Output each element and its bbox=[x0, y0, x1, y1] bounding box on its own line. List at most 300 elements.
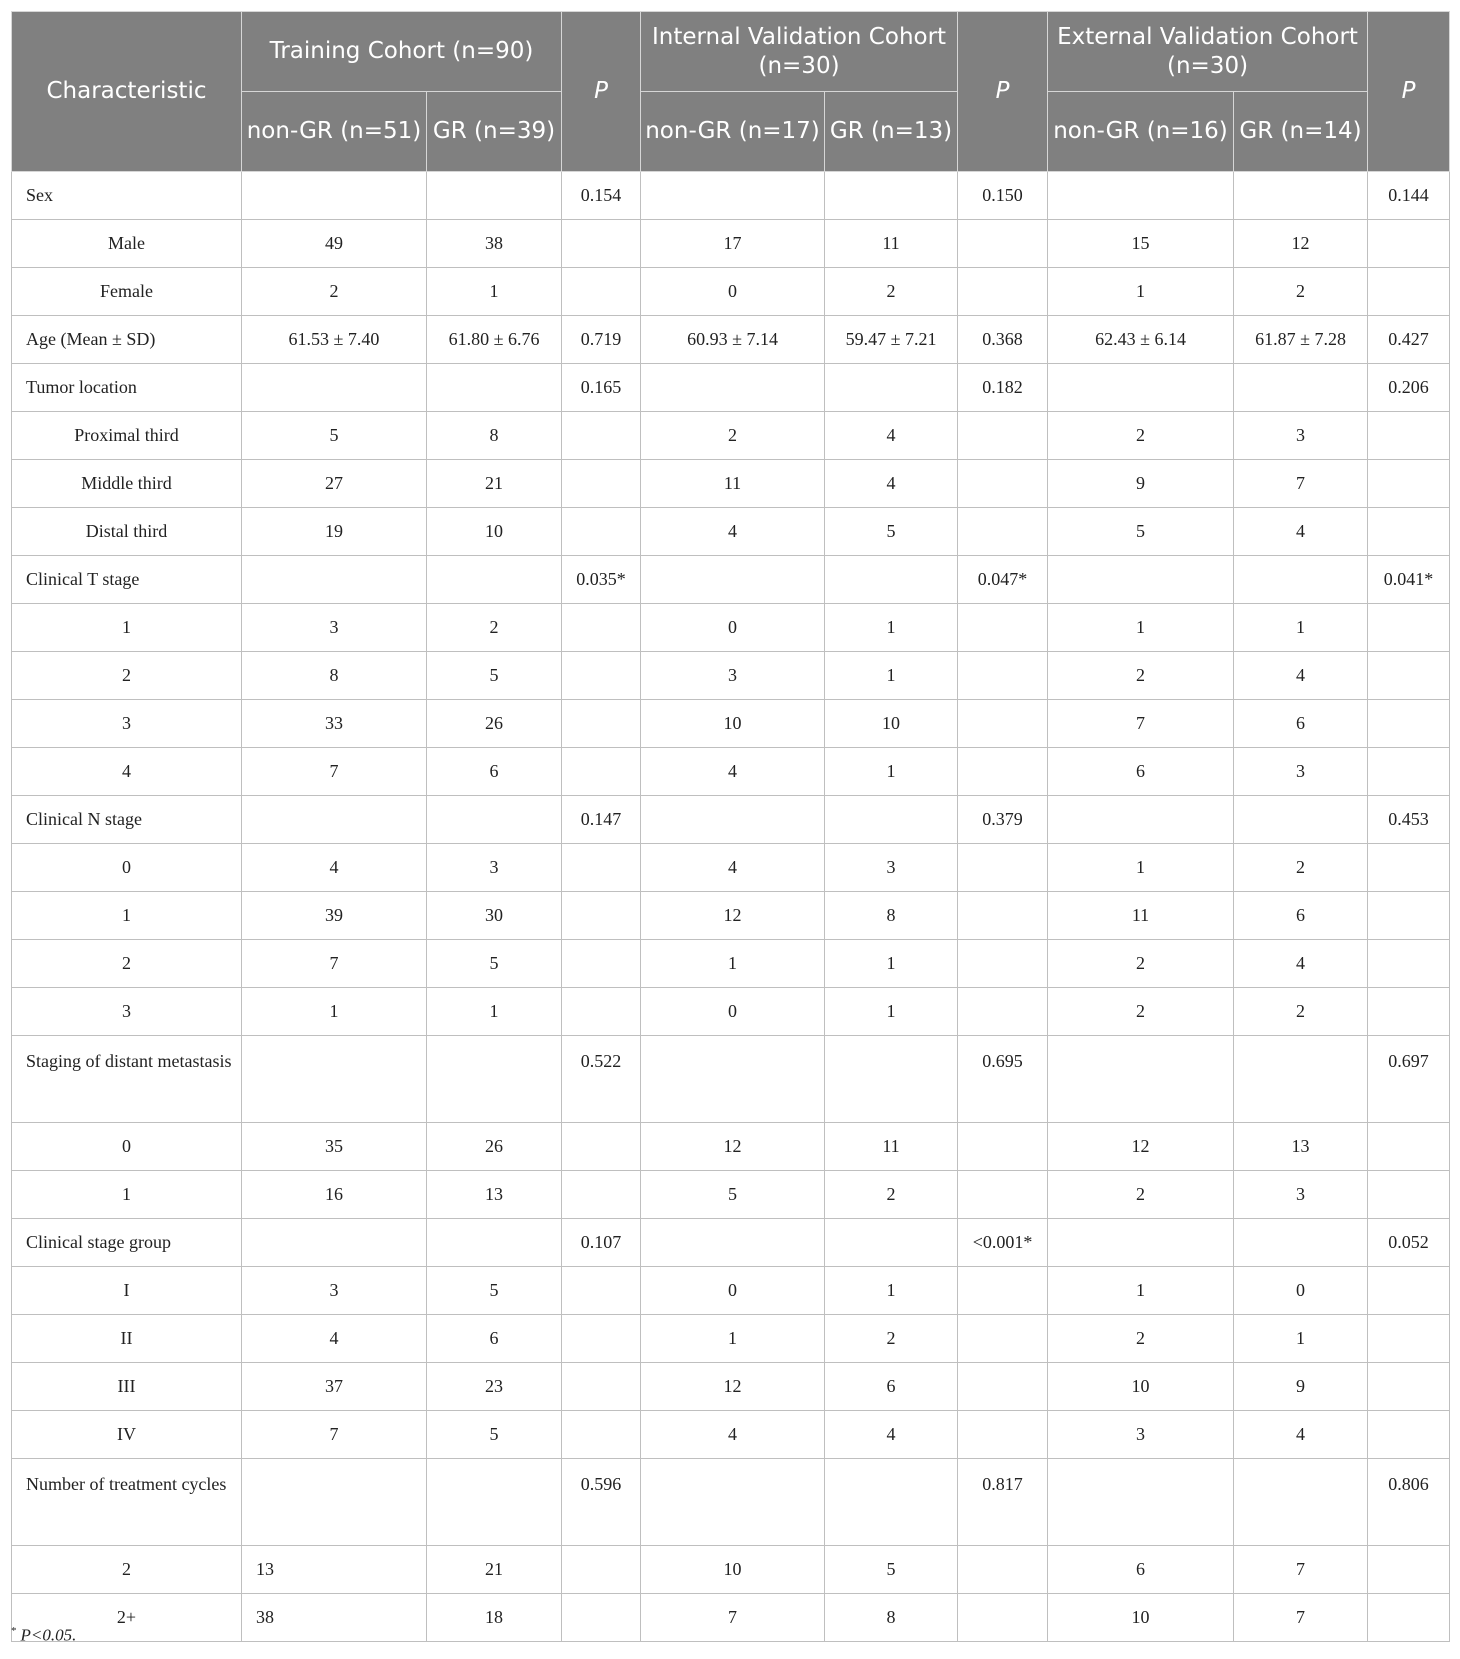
table-cell: 3 bbox=[1234, 1171, 1368, 1219]
table-cell: 17 bbox=[641, 220, 825, 268]
table-cell: 6 bbox=[1048, 1546, 1234, 1594]
table-cell: 5 bbox=[641, 1171, 825, 1219]
table-cell: 5 bbox=[825, 1546, 958, 1594]
table-cell: 10 bbox=[641, 700, 825, 748]
table-cell: 61.87 ± 7.28 bbox=[1234, 316, 1368, 364]
table-row bbox=[12, 220, 1450, 268]
table-cell: 8 bbox=[427, 412, 562, 460]
table-cell: 0 bbox=[641, 604, 825, 652]
table-cell: 0.806 bbox=[1368, 1459, 1450, 1546]
table-row bbox=[12, 604, 1450, 652]
table-cell bbox=[958, 1363, 1048, 1411]
table-cell bbox=[958, 748, 1048, 796]
table-cell: 2 bbox=[1048, 412, 1234, 460]
table-cell bbox=[1368, 1315, 1450, 1363]
table-cell bbox=[242, 796, 427, 844]
table-cell: 21 bbox=[427, 1546, 562, 1594]
table-cell bbox=[1234, 556, 1368, 604]
row-label: Tumor location bbox=[12, 364, 242, 412]
table-cell: 61.80 ± 6.76 bbox=[427, 316, 562, 364]
table-row bbox=[12, 556, 1450, 604]
table-cell: 59.47 ± 7.21 bbox=[825, 316, 958, 364]
table-cell: 4 bbox=[1234, 652, 1368, 700]
row-sublabel: 2 bbox=[12, 940, 242, 988]
table-cell: 33 bbox=[242, 700, 427, 748]
table-cell bbox=[1234, 364, 1368, 412]
table-cell: 4 bbox=[641, 1411, 825, 1459]
table-row bbox=[12, 1411, 1450, 1459]
table-row bbox=[12, 1267, 1450, 1315]
table-cell: 13 bbox=[427, 1171, 562, 1219]
table-cell: 5 bbox=[1048, 508, 1234, 556]
table-cell: 2 bbox=[825, 268, 958, 316]
table-cell bbox=[562, 1267, 641, 1315]
table-cell: 0.695 bbox=[958, 1036, 1048, 1123]
table-cell: 1 bbox=[1048, 268, 1234, 316]
table-cell: 2 bbox=[641, 412, 825, 460]
table-cell bbox=[958, 460, 1048, 508]
table-cell: 10 bbox=[1048, 1594, 1234, 1642]
table-cell: 2 bbox=[1234, 844, 1368, 892]
table-cell: 10 bbox=[641, 1546, 825, 1594]
table-cell: 10 bbox=[427, 508, 562, 556]
table-cell: 26 bbox=[427, 1123, 562, 1171]
table-cell: 8 bbox=[825, 1594, 958, 1642]
table-cell: 13 bbox=[242, 1546, 427, 1594]
table-body bbox=[12, 172, 1450, 1642]
table-cell bbox=[562, 940, 641, 988]
table-row bbox=[12, 316, 1450, 364]
table-cell: 8 bbox=[825, 892, 958, 940]
row-label: Clinical stage group bbox=[12, 1219, 242, 1267]
row-sublabel: 3 bbox=[12, 700, 242, 748]
table-cell: 2 bbox=[427, 604, 562, 652]
table-cell: 0.107 bbox=[562, 1219, 641, 1267]
table-cell bbox=[958, 508, 1048, 556]
footnote-marker: * bbox=[11, 1625, 17, 1637]
table-cell: 0.817 bbox=[958, 1459, 1048, 1546]
table-cell bbox=[562, 1123, 641, 1171]
table-cell: 7 bbox=[1234, 1594, 1368, 1642]
table-cell: 4 bbox=[825, 412, 958, 460]
table-cell bbox=[825, 796, 958, 844]
row-sublabel: 2+ bbox=[12, 1594, 242, 1642]
table-cell bbox=[562, 748, 641, 796]
header-external-nongr: non-GR (n=16) bbox=[1048, 92, 1234, 172]
table-cell: 2 bbox=[1048, 988, 1234, 1036]
table-cell: 2 bbox=[1234, 268, 1368, 316]
table-cell: 5 bbox=[242, 412, 427, 460]
table-cell: 6 bbox=[1234, 700, 1368, 748]
table-cell bbox=[562, 220, 641, 268]
table-cell: 2 bbox=[825, 1315, 958, 1363]
table-cell: 3 bbox=[242, 604, 427, 652]
row-label: Clinical T stage bbox=[12, 556, 242, 604]
table-cell bbox=[1234, 796, 1368, 844]
table-cell bbox=[641, 796, 825, 844]
row-label: Age (Mean ± SD) bbox=[12, 316, 242, 364]
table-row bbox=[12, 1315, 1450, 1363]
header-p-external: P bbox=[1368, 12, 1450, 172]
table-cell: 27 bbox=[242, 460, 427, 508]
table-cell: 0.052 bbox=[1368, 1219, 1450, 1267]
table-cell: 39 bbox=[242, 892, 427, 940]
table-cell bbox=[1368, 1411, 1450, 1459]
table-cell bbox=[1234, 1036, 1368, 1123]
table-cell bbox=[1368, 412, 1450, 460]
table-cell bbox=[1368, 460, 1450, 508]
row-sublabel: Proximal third bbox=[12, 412, 242, 460]
header-p-internal: P bbox=[958, 12, 1048, 172]
row-sublabel: II bbox=[12, 1315, 242, 1363]
table-cell: 0.182 bbox=[958, 364, 1048, 412]
table-cell: 0.035* bbox=[562, 556, 641, 604]
table-cell bbox=[958, 1411, 1048, 1459]
table-cell bbox=[1048, 1219, 1234, 1267]
table-cell bbox=[562, 988, 641, 1036]
row-sublabel: III bbox=[12, 1363, 242, 1411]
table-cell bbox=[1234, 1459, 1368, 1546]
table-cell bbox=[1048, 172, 1234, 220]
table-cell bbox=[1048, 1459, 1234, 1546]
table-cell: 1 bbox=[825, 940, 958, 988]
table-row bbox=[12, 844, 1450, 892]
table-cell bbox=[1048, 364, 1234, 412]
table-row bbox=[12, 796, 1450, 844]
table-cell: 16 bbox=[242, 1171, 427, 1219]
table-cell: 26 bbox=[427, 700, 562, 748]
table-cell: 3 bbox=[242, 1267, 427, 1315]
table-cell: 3 bbox=[427, 844, 562, 892]
table-cell: 4 bbox=[825, 460, 958, 508]
table-cell bbox=[1368, 1267, 1450, 1315]
table-row bbox=[12, 748, 1450, 796]
table-cell bbox=[1048, 556, 1234, 604]
table-cell bbox=[562, 1411, 641, 1459]
table-cell bbox=[958, 1594, 1048, 1642]
header-internal-cohort: Internal Validation Cohort (n=30) bbox=[641, 12, 958, 92]
table-cell: 1 bbox=[427, 988, 562, 1036]
table-cell: 1 bbox=[1048, 604, 1234, 652]
table-cell: 0.427 bbox=[1368, 316, 1450, 364]
row-sublabel: 0 bbox=[12, 1123, 242, 1171]
table-cell: 1 bbox=[1048, 844, 1234, 892]
table-cell bbox=[242, 364, 427, 412]
table-row bbox=[12, 1363, 1450, 1411]
table-cell: 1 bbox=[825, 1267, 958, 1315]
table-cell bbox=[958, 1315, 1048, 1363]
table-cell: 1 bbox=[1234, 1315, 1368, 1363]
table-cell bbox=[427, 796, 562, 844]
table-cell: 60.93 ± 7.14 bbox=[641, 316, 825, 364]
table-cell bbox=[825, 172, 958, 220]
row-sublabel: 1 bbox=[12, 1171, 242, 1219]
table-cell bbox=[825, 364, 958, 412]
row-label: Sex bbox=[12, 172, 242, 220]
table-cell: 0.206 bbox=[1368, 364, 1450, 412]
table-cell: 11 bbox=[825, 1123, 958, 1171]
table-cell: 6 bbox=[825, 1363, 958, 1411]
table-cell bbox=[958, 1267, 1048, 1315]
table-row bbox=[12, 1594, 1450, 1642]
row-sublabel: 0 bbox=[12, 844, 242, 892]
table-cell bbox=[958, 940, 1048, 988]
header-training-gr: GR (n=39) bbox=[427, 92, 562, 172]
table-cell: 0 bbox=[1234, 1267, 1368, 1315]
table-cell: 2 bbox=[1048, 940, 1234, 988]
table-cell: 1 bbox=[825, 988, 958, 1036]
table-cell bbox=[825, 1459, 958, 1546]
table-cell bbox=[427, 1036, 562, 1123]
table-cell bbox=[825, 1219, 958, 1267]
table-row bbox=[12, 940, 1450, 988]
table-cell bbox=[958, 988, 1048, 1036]
table-cell bbox=[427, 364, 562, 412]
table-cell bbox=[641, 1219, 825, 1267]
header-internal-gr: GR (n=13) bbox=[825, 92, 958, 172]
table-cell: 10 bbox=[825, 700, 958, 748]
table-cell: 1 bbox=[825, 604, 958, 652]
table-cell bbox=[1048, 796, 1234, 844]
row-label: Number of treatment cycles bbox=[12, 1459, 242, 1546]
table-cell: 0.041* bbox=[1368, 556, 1450, 604]
table-cell bbox=[562, 1363, 641, 1411]
table-cell: 61.53 ± 7.40 bbox=[242, 316, 427, 364]
table-cell: 12 bbox=[1234, 220, 1368, 268]
table-cell bbox=[562, 844, 641, 892]
table-cell: 0.596 bbox=[562, 1459, 641, 1546]
table-cell bbox=[1368, 220, 1450, 268]
table-cell: 6 bbox=[427, 748, 562, 796]
table-cell: 12 bbox=[641, 1123, 825, 1171]
header-external-cohort: External Validation Cohort (n=30) bbox=[1048, 12, 1368, 92]
table-cell: 23 bbox=[427, 1363, 562, 1411]
table-cell: 1 bbox=[1048, 1267, 1234, 1315]
table-cell: 2 bbox=[1048, 1315, 1234, 1363]
table-cell bbox=[242, 1459, 427, 1546]
table-cell: 7 bbox=[242, 748, 427, 796]
table-cell: 5 bbox=[427, 940, 562, 988]
table-cell bbox=[958, 268, 1048, 316]
table-cell bbox=[958, 844, 1048, 892]
table-cell: 0.522 bbox=[562, 1036, 641, 1123]
table-row bbox=[12, 508, 1450, 556]
table-cell: 0.379 bbox=[958, 796, 1048, 844]
table-cell bbox=[958, 700, 1048, 748]
footnote bbox=[11, 1625, 76, 1646]
table-cell: 15 bbox=[1048, 220, 1234, 268]
table-cell: 5 bbox=[427, 1267, 562, 1315]
table-row bbox=[12, 1036, 1450, 1123]
table-cell: 0.719 bbox=[562, 316, 641, 364]
row-sublabel: Middle third bbox=[12, 460, 242, 508]
table-cell bbox=[1368, 748, 1450, 796]
table-cell bbox=[562, 652, 641, 700]
table-cell bbox=[562, 508, 641, 556]
table-cell bbox=[958, 1171, 1048, 1219]
table-cell: 8 bbox=[242, 652, 427, 700]
table-cell: 2 bbox=[1234, 988, 1368, 1036]
table-cell: 7 bbox=[1234, 460, 1368, 508]
row-sublabel: 2 bbox=[12, 652, 242, 700]
table-cell: 4 bbox=[641, 748, 825, 796]
row-sublabel: Female bbox=[12, 268, 242, 316]
table-cell bbox=[427, 1219, 562, 1267]
table-cell: 30 bbox=[427, 892, 562, 940]
table-cell: 1 bbox=[1234, 604, 1368, 652]
table-cell: 2 bbox=[1048, 652, 1234, 700]
table-cell: 7 bbox=[1048, 700, 1234, 748]
table-cell bbox=[958, 892, 1048, 940]
table-cell: 3 bbox=[1048, 1411, 1234, 1459]
table-cell bbox=[641, 1036, 825, 1123]
table-cell: 1 bbox=[641, 1315, 825, 1363]
table-cell bbox=[1234, 1219, 1368, 1267]
table-cell bbox=[1368, 508, 1450, 556]
table-cell: 12 bbox=[641, 892, 825, 940]
table-cell bbox=[562, 700, 641, 748]
table-cell bbox=[1368, 940, 1450, 988]
table-cell: 38 bbox=[427, 220, 562, 268]
table-row bbox=[12, 988, 1450, 1036]
table-cell bbox=[562, 1594, 641, 1642]
table-row bbox=[12, 1546, 1450, 1594]
table-cell bbox=[242, 556, 427, 604]
table-cell: 5 bbox=[427, 1411, 562, 1459]
table-cell: 0 bbox=[641, 1267, 825, 1315]
table-cell: 3 bbox=[1234, 412, 1368, 460]
table-cell: 18 bbox=[427, 1594, 562, 1642]
table-cell: 10 bbox=[1048, 1363, 1234, 1411]
header-characteristic: Characteristic bbox=[12, 12, 242, 172]
table-cell bbox=[1368, 844, 1450, 892]
table-cell bbox=[641, 364, 825, 412]
header-training-nongr: non-GR (n=51) bbox=[242, 92, 427, 172]
table-cell: 4 bbox=[242, 844, 427, 892]
table-cell: 7 bbox=[1234, 1546, 1368, 1594]
row-sublabel: I bbox=[12, 1267, 242, 1315]
table-cell bbox=[242, 172, 427, 220]
table-cell bbox=[825, 556, 958, 604]
table-cell bbox=[1368, 988, 1450, 1036]
table-cell: 7 bbox=[641, 1594, 825, 1642]
table-cell: 0.697 bbox=[1368, 1036, 1450, 1123]
table-cell: 2 bbox=[825, 1171, 958, 1219]
table-cell: 4 bbox=[1234, 508, 1368, 556]
row-sublabel: 4 bbox=[12, 748, 242, 796]
table-cell: 12 bbox=[1048, 1123, 1234, 1171]
table-cell: 9 bbox=[1234, 1363, 1368, 1411]
header-p-training: P bbox=[562, 12, 641, 172]
table-cell: 38 bbox=[242, 1594, 427, 1642]
table-cell: 21 bbox=[427, 460, 562, 508]
table-cell: 4 bbox=[641, 844, 825, 892]
table-cell bbox=[242, 1036, 427, 1123]
table-cell: 5 bbox=[427, 652, 562, 700]
table-row bbox=[12, 364, 1450, 412]
table-cell: 4 bbox=[641, 508, 825, 556]
row-label: Clinical N stage bbox=[12, 796, 242, 844]
row-sublabel: 1 bbox=[12, 892, 242, 940]
table-row bbox=[12, 1219, 1450, 1267]
table-cell bbox=[958, 1123, 1048, 1171]
table-cell bbox=[562, 412, 641, 460]
table-row bbox=[12, 1123, 1450, 1171]
table-cell: 1 bbox=[825, 652, 958, 700]
table-cell: 7 bbox=[242, 1411, 427, 1459]
table-cell bbox=[427, 556, 562, 604]
table-cell: 62.43 ± 6.14 bbox=[1048, 316, 1234, 364]
table-cell: 0 bbox=[641, 988, 825, 1036]
table-cell: 37 bbox=[242, 1363, 427, 1411]
row-sublabel: Male bbox=[12, 220, 242, 268]
table-cell bbox=[1234, 172, 1368, 220]
table-cell: 0.047* bbox=[958, 556, 1048, 604]
table-cell: 11 bbox=[641, 460, 825, 508]
table-cell bbox=[1368, 1594, 1450, 1642]
table-cell: 1 bbox=[641, 940, 825, 988]
table-cell: 9 bbox=[1048, 460, 1234, 508]
table-cell: 3 bbox=[825, 844, 958, 892]
table-cell bbox=[1368, 1123, 1450, 1171]
table-cell bbox=[958, 1546, 1048, 1594]
table-cell bbox=[1368, 604, 1450, 652]
table-cell bbox=[1368, 1171, 1450, 1219]
table-cell: 6 bbox=[427, 1315, 562, 1363]
table-row bbox=[12, 460, 1450, 508]
table-cell: 0.165 bbox=[562, 364, 641, 412]
table-cell bbox=[562, 1315, 641, 1363]
table-cell: 2 bbox=[1048, 1171, 1234, 1219]
row-label: Staging of distant metastasis bbox=[12, 1036, 242, 1123]
table-cell bbox=[427, 172, 562, 220]
table-cell: 4 bbox=[825, 1411, 958, 1459]
characteristics-table bbox=[11, 11, 1450, 1642]
table-cell: 3 bbox=[641, 652, 825, 700]
table-cell: 0.144 bbox=[1368, 172, 1450, 220]
header-internal-nongr: non-GR (n=17) bbox=[641, 92, 825, 172]
table-row bbox=[12, 700, 1450, 748]
header-external-gr: GR (n=14) bbox=[1234, 92, 1368, 172]
table-cell bbox=[1368, 1546, 1450, 1594]
table-cell: 1 bbox=[825, 748, 958, 796]
table-cell bbox=[562, 268, 641, 316]
table-cell: 2 bbox=[242, 268, 427, 316]
table-cell bbox=[1368, 892, 1450, 940]
row-sublabel: 3 bbox=[12, 988, 242, 1036]
header-training-cohort: Training Cohort (n=90) bbox=[242, 12, 562, 92]
table-cell bbox=[1368, 652, 1450, 700]
table-row bbox=[12, 412, 1450, 460]
table-cell: 0.150 bbox=[958, 172, 1048, 220]
table-cell: 3 bbox=[1234, 748, 1368, 796]
table-cell bbox=[641, 172, 825, 220]
table-cell bbox=[562, 604, 641, 652]
table-cell: 5 bbox=[825, 508, 958, 556]
table-row bbox=[12, 1171, 1450, 1219]
table-cell bbox=[562, 460, 641, 508]
table-cell bbox=[958, 604, 1048, 652]
row-sublabel: IV bbox=[12, 1411, 242, 1459]
table-cell: 6 bbox=[1048, 748, 1234, 796]
table-cell: 0.154 bbox=[562, 172, 641, 220]
table-cell: 6 bbox=[1234, 892, 1368, 940]
table-cell: 13 bbox=[1234, 1123, 1368, 1171]
table-cell bbox=[1368, 700, 1450, 748]
table-cell bbox=[242, 1219, 427, 1267]
table-row bbox=[12, 268, 1450, 316]
table-cell: 0.147 bbox=[562, 796, 641, 844]
